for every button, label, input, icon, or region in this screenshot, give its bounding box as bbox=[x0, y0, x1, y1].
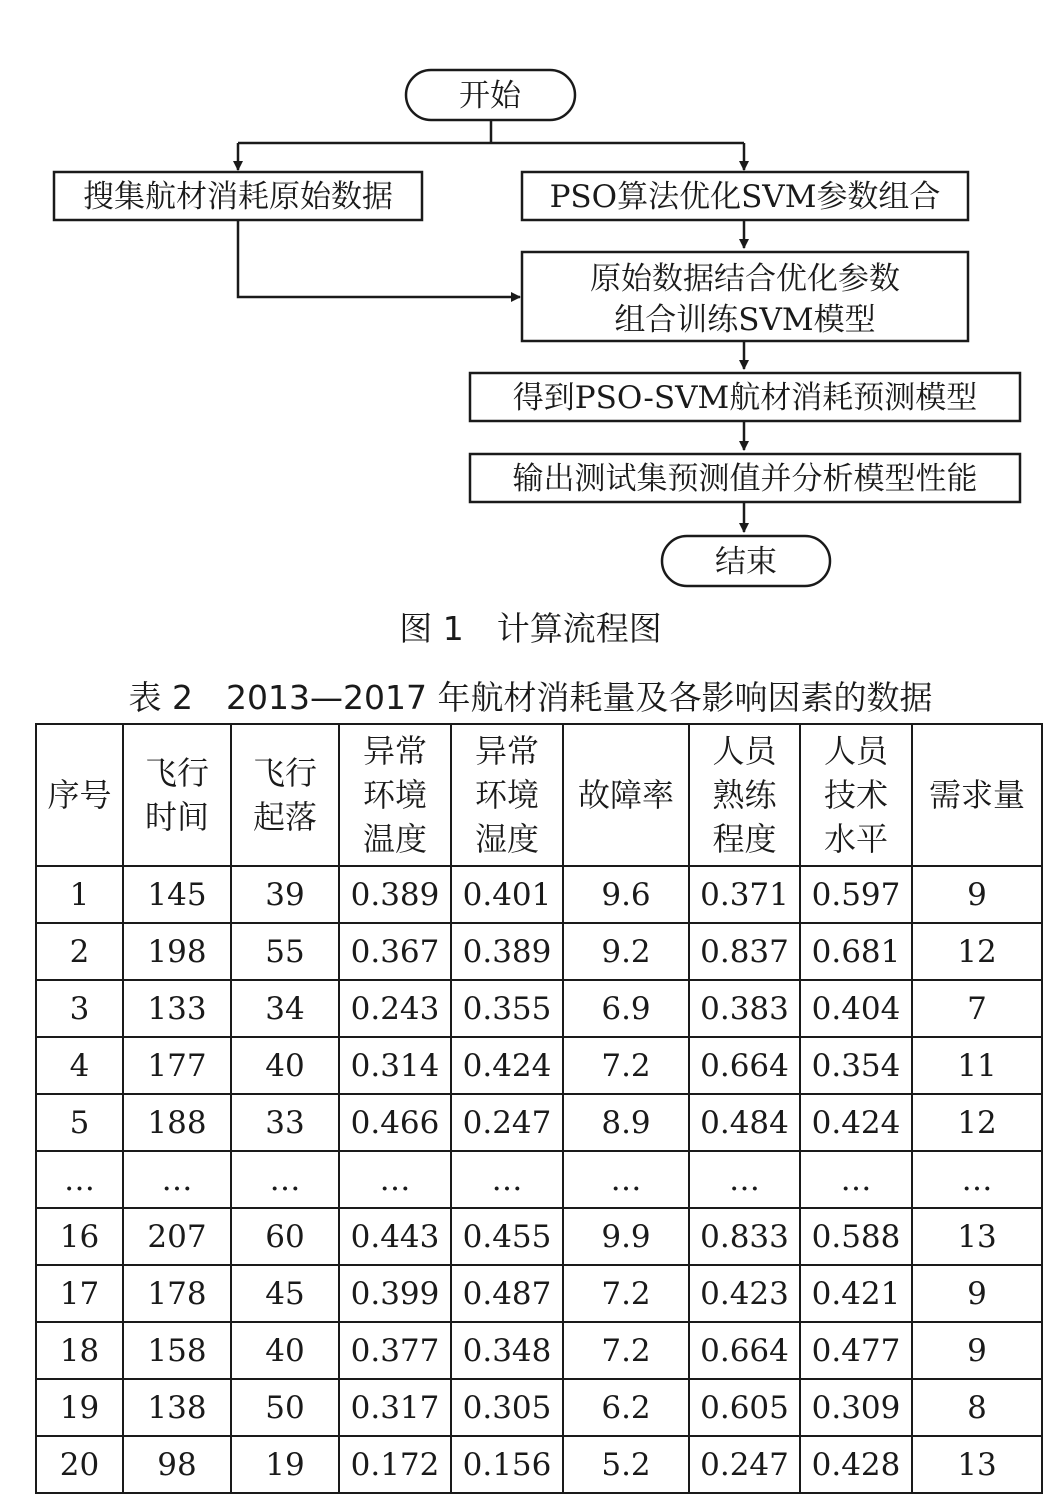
table-cell: 188 bbox=[123, 1094, 231, 1151]
column-header-line: 飞行 bbox=[144, 754, 209, 792]
data-table bbox=[35, 723, 1043, 1494]
end-label: 结束 bbox=[715, 544, 777, 580]
table-cell: … bbox=[563, 1151, 689, 1208]
model-label: 得到PSO-SVM航材消耗预测模型 bbox=[512, 380, 978, 416]
table-cell: 0.424 bbox=[451, 1037, 563, 1094]
column-header-line: 技术 bbox=[823, 776, 888, 814]
table-cell: 0.371 bbox=[689, 866, 800, 923]
table-cell: 9 bbox=[912, 1265, 1042, 1322]
table-cell: … bbox=[689, 1151, 800, 1208]
table-cell: 0.348 bbox=[451, 1322, 563, 1379]
table-cell: 5 bbox=[36, 1094, 123, 1151]
table-cell: 19 bbox=[231, 1436, 339, 1493]
column-header-line: 温度 bbox=[362, 820, 427, 858]
table-cell: 0.243 bbox=[339, 980, 451, 1037]
table-cell: 9 bbox=[912, 866, 1042, 923]
pso-optimize-box bbox=[522, 172, 968, 220]
table-cell: 0.389 bbox=[451, 923, 563, 980]
table-cell: 0.247 bbox=[689, 1436, 800, 1493]
table-cell: 198 bbox=[123, 923, 231, 980]
table-cell: 12 bbox=[912, 923, 1042, 980]
table-cell: 0.424 bbox=[800, 1094, 912, 1151]
table-cell: 178 bbox=[123, 1265, 231, 1322]
table-row bbox=[36, 1037, 1042, 1094]
table-cell: 177 bbox=[123, 1037, 231, 1094]
table-cell: 0.156 bbox=[451, 1436, 563, 1493]
table-cell: 16 bbox=[36, 1208, 123, 1265]
table-cell: 7.2 bbox=[563, 1037, 689, 1094]
collect-data-label: 搜集航材消耗原始数据 bbox=[83, 179, 393, 215]
table-cell: 0.317 bbox=[339, 1379, 451, 1436]
column-header bbox=[123, 724, 231, 866]
table-cell: 5.2 bbox=[563, 1436, 689, 1493]
output-label: 输出测试集预测值并分析模型性能 bbox=[512, 461, 978, 497]
table-cell: 34 bbox=[231, 980, 339, 1037]
table-row bbox=[36, 1379, 1042, 1436]
table-cell: 207 bbox=[123, 1208, 231, 1265]
table-cell: … bbox=[800, 1151, 912, 1208]
output-box bbox=[470, 454, 1020, 502]
table-cell: 20 bbox=[36, 1436, 123, 1493]
start-node bbox=[406, 70, 575, 120]
table-cell: 13 bbox=[912, 1436, 1042, 1493]
train-svm-label-line2: 组合训练SVM模型 bbox=[614, 302, 876, 338]
column-header-line: 环境 bbox=[362, 776, 427, 814]
table-cell: 0.605 bbox=[689, 1379, 800, 1436]
table-cell: 11 bbox=[912, 1037, 1042, 1094]
table-row bbox=[36, 1208, 1042, 1265]
column-header-line: 程度 bbox=[712, 820, 777, 858]
table-cell: 0.401 bbox=[451, 866, 563, 923]
table-cell: 0.681 bbox=[800, 923, 912, 980]
table-cell: 40 bbox=[231, 1037, 339, 1094]
table-cell: 0.383 bbox=[689, 980, 800, 1037]
table-cell: … bbox=[36, 1151, 123, 1208]
column-header-line: 故障率 bbox=[577, 776, 674, 814]
table-caption: 表 2 2013—2017 年航材消耗量及各影响因素的数据 bbox=[128, 678, 933, 717]
table-cell: 39 bbox=[231, 866, 339, 923]
table-cell: 6.9 bbox=[563, 980, 689, 1037]
table-row bbox=[36, 1436, 1042, 1493]
table-cell: 98 bbox=[123, 1436, 231, 1493]
table-row bbox=[36, 866, 1042, 923]
column-header-line: 水平 bbox=[823, 820, 888, 858]
table-cell: 0.466 bbox=[339, 1094, 451, 1151]
table-cell: 0.455 bbox=[451, 1208, 563, 1265]
column-header-line: 熟练 bbox=[712, 776, 777, 814]
table-cell: 40 bbox=[231, 1322, 339, 1379]
table-cell: 0.664 bbox=[689, 1037, 800, 1094]
train-svm-box bbox=[522, 252, 968, 341]
table-cell: 0.309 bbox=[800, 1379, 912, 1436]
table-cell: 0.423 bbox=[689, 1265, 800, 1322]
model-box bbox=[470, 373, 1020, 421]
table-cell: 0.355 bbox=[451, 980, 563, 1037]
column-header-line: 异常 bbox=[474, 732, 539, 770]
column-header bbox=[689, 724, 800, 866]
end-node bbox=[662, 536, 830, 586]
table-cell: 145 bbox=[123, 866, 231, 923]
column-header bbox=[36, 724, 123, 866]
column-header bbox=[231, 724, 339, 866]
table-cell: 0.354 bbox=[800, 1037, 912, 1094]
table-cell: 9 bbox=[912, 1322, 1042, 1379]
table-row bbox=[36, 923, 1042, 980]
table-cell: 6.2 bbox=[563, 1379, 689, 1436]
table-cell: 7.2 bbox=[563, 1265, 689, 1322]
table-row bbox=[36, 980, 1042, 1037]
table-cell: 0.484 bbox=[689, 1094, 800, 1151]
table-cell: 13 bbox=[912, 1208, 1042, 1265]
table-cell: 9.9 bbox=[563, 1208, 689, 1265]
table-cell: 0.377 bbox=[339, 1322, 451, 1379]
table-cell: 55 bbox=[231, 923, 339, 980]
table-row bbox=[36, 1322, 1042, 1379]
pso-optimize-label: PSO算法优化SVM参数组合 bbox=[549, 179, 941, 215]
table-cell: 0.487 bbox=[451, 1265, 563, 1322]
table-cell: 0.428 bbox=[800, 1436, 912, 1493]
column-header-line: 环境 bbox=[474, 776, 539, 814]
table-cell: 0.247 bbox=[451, 1094, 563, 1151]
column-header-line: 需求量 bbox=[928, 776, 1025, 814]
table-cell: 0.314 bbox=[339, 1037, 451, 1094]
table-cell: 1 bbox=[36, 866, 123, 923]
column-header bbox=[339, 724, 451, 866]
table-cell: … bbox=[912, 1151, 1042, 1208]
table-cell: 0.172 bbox=[339, 1436, 451, 1493]
table-cell: 9.6 bbox=[563, 866, 689, 923]
start-label: 开始 bbox=[459, 78, 521, 114]
table-cell: 0.404 bbox=[800, 980, 912, 1037]
table-cell: 50 bbox=[231, 1379, 339, 1436]
table-cell: 0.837 bbox=[689, 923, 800, 980]
column-header bbox=[800, 724, 912, 866]
table-row bbox=[36, 1151, 1042, 1208]
column-header bbox=[563, 724, 689, 866]
train-svm-label-line1: 原始数据结合优化参数 bbox=[590, 261, 900, 297]
column-header-line: 异常 bbox=[362, 732, 427, 770]
table-cell: 45 bbox=[231, 1265, 339, 1322]
table-cell: 0.833 bbox=[689, 1208, 800, 1265]
table-cell: 0.443 bbox=[339, 1208, 451, 1265]
table-cell: 0.389 bbox=[339, 866, 451, 923]
column-header-line: 起落 bbox=[252, 798, 317, 836]
table-cell: 138 bbox=[123, 1379, 231, 1436]
column-header-line: 时间 bbox=[144, 798, 209, 836]
table-cell: 8 bbox=[912, 1379, 1042, 1436]
flowchart bbox=[0, 0, 1061, 600]
table-cell: 18 bbox=[36, 1322, 123, 1379]
table-cell: … bbox=[339, 1151, 451, 1208]
table-cell: 7 bbox=[912, 980, 1042, 1037]
table-cell: 0.477 bbox=[800, 1322, 912, 1379]
table-row bbox=[36, 1265, 1042, 1322]
figure-caption: 图 1 计算流程图 bbox=[399, 609, 662, 648]
column-header-line: 湿度 bbox=[474, 820, 539, 858]
column-header bbox=[912, 724, 1042, 866]
column-header bbox=[451, 724, 563, 866]
table-cell: 33 bbox=[231, 1094, 339, 1151]
table-cell: 12 bbox=[912, 1094, 1042, 1151]
table-cell: 4 bbox=[36, 1037, 123, 1094]
table-cell: 19 bbox=[36, 1379, 123, 1436]
table-cell: 133 bbox=[123, 980, 231, 1037]
table-cell: … bbox=[451, 1151, 563, 1208]
table-cell: 7.2 bbox=[563, 1322, 689, 1379]
table-cell: 3 bbox=[36, 980, 123, 1037]
table-cell: 158 bbox=[123, 1322, 231, 1379]
table-row bbox=[36, 1094, 1042, 1151]
table-cell: 0.664 bbox=[689, 1322, 800, 1379]
table-cell: 0.597 bbox=[800, 866, 912, 923]
table-cell: 0.305 bbox=[451, 1379, 563, 1436]
column-header-line: 序号 bbox=[47, 776, 112, 814]
table-cell: 2 bbox=[36, 923, 123, 980]
column-header-line: 人员 bbox=[823, 732, 888, 770]
collect-data-box bbox=[54, 172, 422, 220]
table-cell: 60 bbox=[231, 1208, 339, 1265]
table-header-row bbox=[36, 724, 1042, 866]
table-cell: 9.2 bbox=[563, 923, 689, 980]
table-cell: … bbox=[123, 1151, 231, 1208]
column-header-line: 飞行 bbox=[252, 754, 317, 792]
column-header-line: 人员 bbox=[712, 732, 777, 770]
table-cell: 0.421 bbox=[800, 1265, 912, 1322]
table-cell: 8.9 bbox=[563, 1094, 689, 1151]
table-cell: 0.367 bbox=[339, 923, 451, 980]
table-cell: 0.588 bbox=[800, 1208, 912, 1265]
table-cell: 0.399 bbox=[339, 1265, 451, 1322]
table-body bbox=[36, 866, 1042, 1493]
table-cell: … bbox=[231, 1151, 339, 1208]
table-cell: 17 bbox=[36, 1265, 123, 1322]
